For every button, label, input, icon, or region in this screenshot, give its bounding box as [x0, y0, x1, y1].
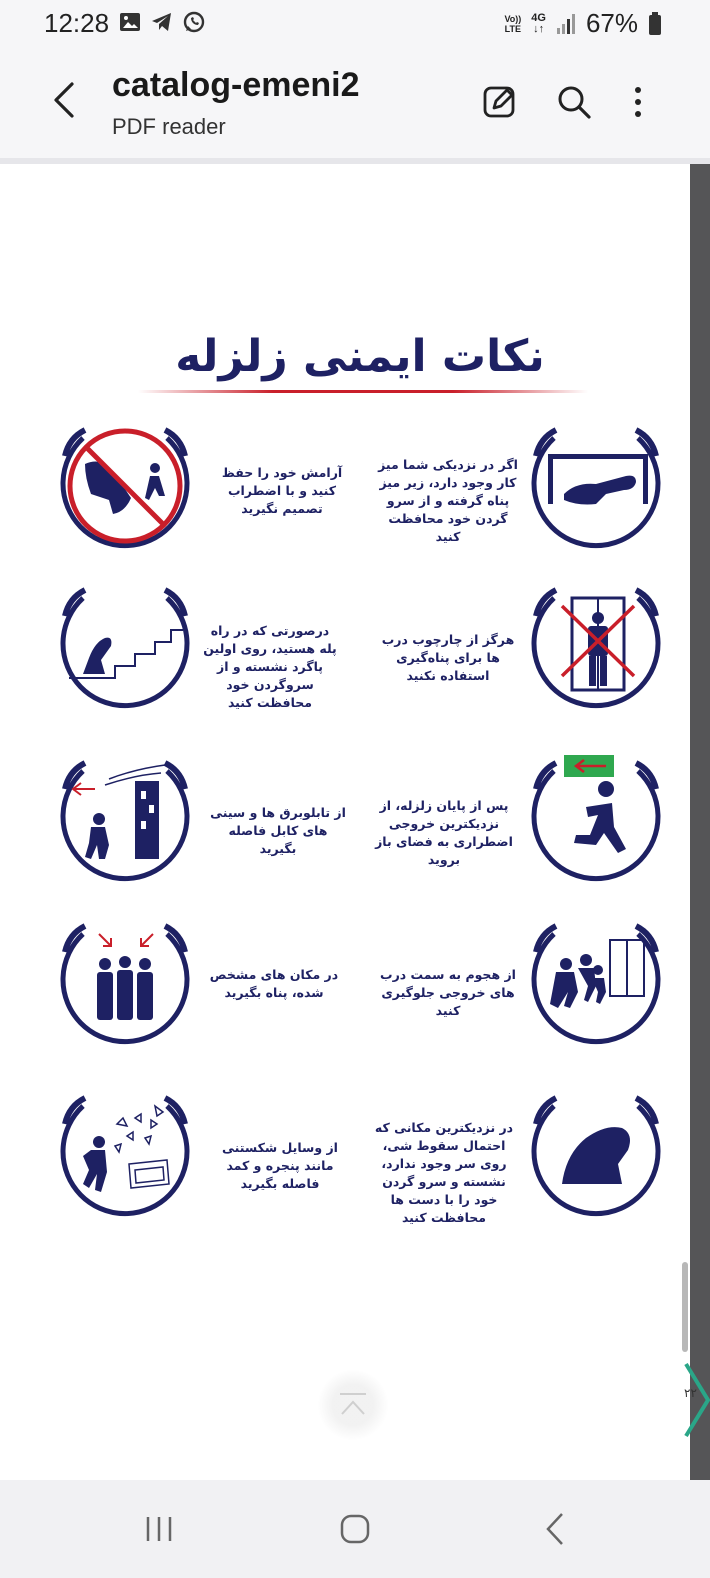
tip-text-10: از وسایل شکستنی مانند پنجره و کمد فاصله بگیرید [222, 1140, 338, 1191]
tip-text-9: در نزدیکترین مکانی که احتمال سقوط شی، روی سر وجود ندارد، نشسته و سرو گردن خود را با دست ها محافظت کنید [374, 1120, 514, 1225]
whatsapp-icon [182, 10, 206, 34]
no-doorframe-icon [526, 576, 666, 716]
notification-icons [118, 10, 206, 34]
hide-under-table-icon [526, 416, 666, 556]
search-icon[interactable] [554, 82, 594, 122]
status-right [504, 8, 662, 39]
home-button[interactable] [330, 1504, 380, 1554]
document-title: catalog-emeni2 [112, 66, 360, 104]
emergency-exit-icon [526, 749, 666, 889]
app-bar [0, 48, 710, 158]
crouch-protect-head-icon [526, 1084, 666, 1224]
battery-icon [648, 12, 662, 36]
no-panic-running-icon [55, 416, 195, 556]
tip-text-2: آرامش خود را حفظ کنید و با اضطراب تصمیم نگیرید [221, 465, 343, 516]
tip-text-8: در مکان های مشخص شده، پناه بگیرید [209, 967, 339, 1000]
battery-percent: 67% [585, 8, 638, 38]
back-nav-button[interactable] [530, 1504, 580, 1554]
tip-text-1: اگر در نزدیکی شما میز کار وجود دارد، زیر میز پناه گرفته و از سرو گردن خود محافظت کنید [378, 457, 518, 544]
next-page-icon[interactable] [682, 1360, 710, 1440]
gallery-icon [118, 10, 142, 34]
more-options-icon[interactable] [626, 82, 650, 122]
chevron-up-icon [318, 1370, 388, 1440]
scroll-thumb[interactable] [682, 1262, 688, 1352]
pdf-page[interactable] [0, 164, 690, 1480]
scroll-to-top-button[interactable] [318, 1370, 388, 1440]
away-from-glass-icon [55, 1084, 195, 1224]
system-nav-bar [0, 1480, 710, 1578]
page-title: نکات ایمنی زلزله [175, 331, 545, 382]
page-number: ۲۲ [684, 1386, 697, 1400]
signal-icon [556, 13, 576, 35]
network-type-icon: 4G ↓↑ [531, 11, 546, 35]
tip-text-5: پس از پایان زلزله، از نزدیکترین خروجی اضطراری به فضای باز بروید [375, 798, 513, 867]
title-underline [138, 390, 588, 393]
tip-text-6: از تابلوبرق ها و سینی های کابل فاصله بگیرید [210, 805, 346, 856]
status-time: 12:28 [44, 8, 110, 38]
recent-apps-button[interactable] [134, 1504, 184, 1554]
document-subtitle: PDF reader [112, 114, 226, 139]
page-scroll-track[interactable] [690, 164, 710, 1480]
telegram-icon [150, 10, 174, 34]
away-from-cables-icon [55, 749, 195, 889]
tip-text-4: درصورتی که در راه پله هستید، روی اولین پاگرد نشسته و از سروگردن خود محافظت کنید [203, 623, 337, 710]
back-button[interactable] [44, 78, 88, 122]
designated-shelter-icon [55, 912, 195, 1052]
stairs-crouch-icon [55, 576, 195, 716]
edit-icon[interactable] [480, 82, 520, 122]
tip-text-7: از هجوم به سمت درب های خروجی جلوگیری کنید [380, 967, 516, 1018]
volte-icon: Vo)) LTE [504, 13, 522, 34]
no-crowding-exit-icon [526, 912, 666, 1052]
tip-text-3: هرگز از چارچوب درب ها برای پناه‌گیری استفاده نکنید [381, 632, 515, 683]
status-bar [0, 0, 710, 48]
